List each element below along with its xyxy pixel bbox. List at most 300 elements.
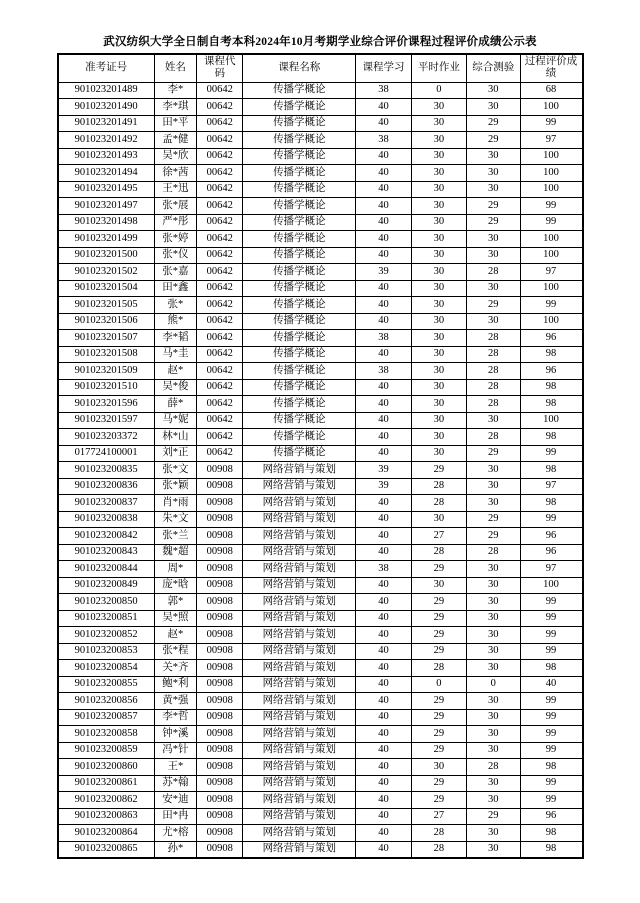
cell-homework-score: 30	[411, 297, 466, 314]
cell-course-study-score: 40	[356, 99, 411, 116]
cell-process-evaluation-score: 98	[520, 429, 583, 446]
cell-course-study-score: 39	[356, 462, 411, 479]
cell-course-study-score: 40	[356, 313, 411, 330]
table-row	[58, 198, 583, 215]
cell-course-study-score: 40	[356, 528, 411, 545]
table-row	[58, 511, 583, 528]
cell-comprehensive-test-score: 30	[467, 825, 520, 842]
table-row	[58, 462, 583, 479]
cell-course-name: 网络营销与策划	[243, 594, 356, 611]
cell-admission-ticket-number: 901023200854	[58, 660, 155, 677]
cell-course-name: 网络营销与策划	[243, 676, 356, 693]
cell-student-name: 张*文	[154, 462, 196, 479]
cell-process-evaluation-score: 99	[520, 115, 583, 132]
cell-student-name: 刘*正	[154, 445, 196, 462]
cell-process-evaluation-score: 97	[520, 132, 583, 149]
cell-course-name: 网络营销与策划	[243, 495, 356, 512]
cell-comprehensive-test-score: 30	[467, 412, 520, 429]
cell-student-name: 鲍*利	[154, 676, 196, 693]
cell-homework-score: 30	[411, 346, 466, 363]
cell-course-study-score: 40	[356, 247, 411, 264]
cell-course-name: 传播学概论	[243, 115, 356, 132]
cell-process-evaluation-score: 99	[520, 792, 583, 809]
cell-admission-ticket-number: 901023200863	[58, 808, 155, 825]
cell-course-study-score: 40	[356, 445, 411, 462]
table-header	[58, 54, 583, 82]
cell-process-evaluation-score: 98	[520, 396, 583, 413]
cell-comprehensive-test-score: 29	[467, 132, 520, 149]
cell-course-name: 网络营销与策划	[243, 759, 356, 776]
cell-process-evaluation-score: 99	[520, 627, 583, 644]
cell-comprehensive-test-score: 30	[467, 99, 520, 116]
cell-course-study-score: 40	[356, 759, 411, 776]
cell-admission-ticket-number: 901023201502	[58, 264, 155, 281]
cell-comprehensive-test-score: 28	[467, 396, 520, 413]
cell-course-study-score: 40	[356, 429, 411, 446]
cell-homework-score: 29	[411, 643, 466, 660]
cell-course-code: 00642	[197, 198, 243, 215]
cell-course-name: 网络营销与策划	[243, 561, 356, 578]
cell-course-code: 00642	[197, 363, 243, 380]
cell-process-evaluation-score: 98	[520, 841, 583, 858]
cell-admission-ticket-number: 901023200858	[58, 726, 155, 743]
table-header-row	[58, 54, 583, 82]
cell-admission-ticket-number: 901023201509	[58, 363, 155, 380]
cell-course-study-score: 40	[356, 792, 411, 809]
cell-student-name: 朱*文	[154, 511, 196, 528]
cell-homework-score: 0	[411, 82, 466, 99]
cell-process-evaluation-score: 100	[520, 280, 583, 297]
cell-homework-score: 29	[411, 742, 466, 759]
table-row	[58, 396, 583, 413]
cell-process-evaluation-score: 97	[520, 561, 583, 578]
table-row	[58, 165, 583, 182]
cell-process-evaluation-score: 96	[520, 363, 583, 380]
cell-course-name: 网络营销与策划	[243, 709, 356, 726]
cell-admission-ticket-number: 901023200861	[58, 775, 155, 792]
table-row	[58, 577, 583, 594]
cell-admission-ticket-number: 901023201508	[58, 346, 155, 363]
cell-course-name: 网络营销与策划	[243, 742, 356, 759]
table-row	[58, 594, 583, 611]
cell-course-name: 传播学概论	[243, 198, 356, 215]
cell-admission-ticket-number: 901023200864	[58, 825, 155, 842]
table-row	[58, 280, 583, 297]
column-header-course-study-score: 课程学习	[356, 54, 411, 82]
cell-student-name: 王*迅	[154, 181, 196, 198]
cell-admission-ticket-number: 901023201505	[58, 297, 155, 314]
cell-course-code: 00642	[197, 379, 243, 396]
cell-admission-ticket-number: 901023201506	[58, 313, 155, 330]
table-row	[58, 726, 583, 743]
cell-course-study-score: 40	[356, 544, 411, 561]
cell-course-study-score: 39	[356, 264, 411, 281]
table-row	[58, 445, 583, 462]
cell-course-code: 00908	[197, 610, 243, 627]
cell-student-name: 李*琪	[154, 99, 196, 116]
cell-course-name: 网络营销与策划	[243, 808, 356, 825]
cell-comprehensive-test-score: 28	[467, 379, 520, 396]
cell-course-study-score: 40	[356, 693, 411, 710]
cell-student-name: 张*嘉	[154, 264, 196, 281]
table-row	[58, 148, 583, 165]
column-header-homework-score: 平时作业	[411, 54, 466, 82]
cell-homework-score: 30	[411, 313, 466, 330]
cell-admission-ticket-number: 901023201497	[58, 198, 155, 215]
table-row	[58, 247, 583, 264]
cell-comprehensive-test-score: 30	[467, 792, 520, 809]
cell-process-evaluation-score: 98	[520, 660, 583, 677]
cell-student-name: 魏*超	[154, 544, 196, 561]
cell-homework-score: 28	[411, 825, 466, 842]
cell-course-study-score: 39	[356, 478, 411, 495]
cell-admission-ticket-number: 901023200860	[58, 759, 155, 776]
cell-admission-ticket-number: 901023200852	[58, 627, 155, 644]
cell-course-study-score: 40	[356, 115, 411, 132]
table-row	[58, 759, 583, 776]
cell-process-evaluation-score: 99	[520, 198, 583, 215]
cell-student-name: 田*冉	[154, 808, 196, 825]
cell-course-name: 网络营销与策划	[243, 610, 356, 627]
cell-course-study-score: 40	[356, 280, 411, 297]
cell-course-code: 00908	[197, 775, 243, 792]
cell-course-code: 00908	[197, 478, 243, 495]
cell-process-evaluation-score: 99	[520, 709, 583, 726]
cell-homework-score: 30	[411, 247, 466, 264]
cell-course-study-score: 38	[356, 561, 411, 578]
cell-course-study-score: 40	[356, 577, 411, 594]
cell-homework-score: 29	[411, 775, 466, 792]
cell-course-study-score: 40	[356, 825, 411, 842]
cell-comprehensive-test-score: 30	[467, 561, 520, 578]
cell-student-name: 张*婷	[154, 231, 196, 248]
table-row	[58, 264, 583, 281]
cell-student-name: 关*齐	[154, 660, 196, 677]
cell-homework-score: 0	[411, 676, 466, 693]
table-row	[58, 825, 583, 842]
cell-homework-score: 27	[411, 808, 466, 825]
cell-homework-score: 30	[411, 165, 466, 182]
cell-course-study-score: 40	[356, 610, 411, 627]
cell-course-name: 网络营销与策划	[243, 726, 356, 743]
table-row	[58, 742, 583, 759]
cell-course-code: 00642	[197, 214, 243, 231]
cell-course-code: 00642	[197, 280, 243, 297]
cell-course-code: 00642	[197, 165, 243, 182]
table-row	[58, 775, 583, 792]
cell-admission-ticket-number: 901023201491	[58, 115, 155, 132]
cell-process-evaluation-score: 99	[520, 726, 583, 743]
cell-process-evaluation-score: 99	[520, 693, 583, 710]
cell-course-name: 传播学概论	[243, 363, 356, 380]
cell-homework-score: 29	[411, 792, 466, 809]
cell-student-name: 熊*	[154, 313, 196, 330]
cell-comprehensive-test-score: 30	[467, 610, 520, 627]
cell-comprehensive-test-score: 29	[467, 297, 520, 314]
cell-admission-ticket-number: 901023203372	[58, 429, 155, 446]
cell-comprehensive-test-score: 30	[467, 247, 520, 264]
cell-course-name: 传播学概论	[243, 214, 356, 231]
cell-course-name: 传播学概论	[243, 264, 356, 281]
cell-process-evaluation-score: 100	[520, 247, 583, 264]
table-row	[58, 363, 583, 380]
cell-course-name: 网络营销与策划	[243, 643, 356, 660]
cell-student-name: 赵*	[154, 363, 196, 380]
cell-student-name: 李*	[154, 82, 196, 99]
cell-comprehensive-test-score: 29	[467, 198, 520, 215]
cell-comprehensive-test-score: 30	[467, 775, 520, 792]
cell-course-name: 传播学概论	[243, 379, 356, 396]
cell-comprehensive-test-score: 30	[467, 82, 520, 99]
cell-homework-score: 30	[411, 280, 466, 297]
table-row	[58, 676, 583, 693]
cell-course-code: 00908	[197, 643, 243, 660]
cell-process-evaluation-score: 100	[520, 165, 583, 182]
cell-admission-ticket-number: 901023200836	[58, 478, 155, 495]
cell-comprehensive-test-score: 0	[467, 676, 520, 693]
cell-process-evaluation-score: 98	[520, 825, 583, 842]
table-row	[58, 709, 583, 726]
cell-course-code: 00908	[197, 462, 243, 479]
table-row	[58, 495, 583, 512]
cell-course-name: 网络营销与策划	[243, 627, 356, 644]
cell-process-evaluation-score: 98	[520, 346, 583, 363]
cell-student-name: 吴*俊	[154, 379, 196, 396]
cell-course-study-score: 40	[356, 660, 411, 677]
cell-course-study-score: 38	[356, 363, 411, 380]
cell-admission-ticket-number: 901023201493	[58, 148, 155, 165]
cell-process-evaluation-score: 99	[520, 643, 583, 660]
cell-course-name: 传播学概论	[243, 297, 356, 314]
cell-comprehensive-test-score: 30	[467, 709, 520, 726]
cell-process-evaluation-score: 98	[520, 759, 583, 776]
cell-homework-score: 30	[411, 198, 466, 215]
column-header-process-evaluation-score: 过程评价成绩	[520, 54, 583, 82]
cell-student-name: 肖*雨	[154, 495, 196, 512]
cell-comprehensive-test-score: 30	[467, 577, 520, 594]
cell-homework-score: 30	[411, 231, 466, 248]
cell-admission-ticket-number: 901023201489	[58, 82, 155, 99]
cell-admission-ticket-number: 017724100001	[58, 445, 155, 462]
cell-admission-ticket-number: 901023201597	[58, 412, 155, 429]
cell-homework-score: 30	[411, 330, 466, 347]
cell-student-name: 冯*针	[154, 742, 196, 759]
cell-comprehensive-test-score: 29	[467, 528, 520, 545]
cell-student-name: 徐*茜	[154, 165, 196, 182]
cell-student-name: 张*颖	[154, 478, 196, 495]
table-row	[58, 643, 583, 660]
cell-course-name: 传播学概论	[243, 99, 356, 116]
cell-course-code: 00908	[197, 561, 243, 578]
table-row	[58, 379, 583, 396]
cell-course-name: 网络营销与策划	[243, 462, 356, 479]
cell-course-code: 00642	[197, 148, 243, 165]
cell-homework-score: 28	[411, 544, 466, 561]
cell-comprehensive-test-score: 30	[467, 594, 520, 611]
cell-admission-ticket-number: 901023200838	[58, 511, 155, 528]
cell-student-name: 严*彤	[154, 214, 196, 231]
table-row	[58, 231, 583, 248]
cell-course-study-score: 40	[356, 676, 411, 693]
cell-process-evaluation-score: 100	[520, 577, 583, 594]
cell-comprehensive-test-score: 30	[467, 181, 520, 198]
cell-student-name: 张*展	[154, 198, 196, 215]
cell-comprehensive-test-score: 28	[467, 264, 520, 281]
cell-course-name: 网络营销与策划	[243, 544, 356, 561]
cell-admission-ticket-number: 901023200849	[58, 577, 155, 594]
cell-course-study-score: 40	[356, 594, 411, 611]
cell-admission-ticket-number: 901023200835	[58, 462, 155, 479]
column-header-course-code: 课程代码	[197, 54, 243, 82]
cell-course-code: 00908	[197, 577, 243, 594]
column-header-course-name: 课程名称	[243, 54, 356, 82]
cell-course-code: 00642	[197, 412, 243, 429]
cell-course-code: 00642	[197, 330, 243, 347]
cell-comprehensive-test-score: 30	[467, 280, 520, 297]
cell-admission-ticket-number: 901023201498	[58, 214, 155, 231]
cell-course-code: 00642	[197, 346, 243, 363]
cell-course-study-score: 40	[356, 841, 411, 858]
cell-process-evaluation-score: 40	[520, 676, 583, 693]
cell-course-study-score: 40	[356, 379, 411, 396]
cell-process-evaluation-score: 100	[520, 313, 583, 330]
cell-student-name: 庞*晗	[154, 577, 196, 594]
cell-student-name: 周*	[154, 561, 196, 578]
cell-process-evaluation-score: 98	[520, 495, 583, 512]
cell-course-name: 网络营销与策划	[243, 792, 356, 809]
cell-course-study-score: 40	[356, 346, 411, 363]
cell-homework-score: 28	[411, 660, 466, 677]
cell-course-code: 00908	[197, 808, 243, 825]
cell-comprehensive-test-score: 29	[467, 445, 520, 462]
cell-admission-ticket-number: 901023200844	[58, 561, 155, 578]
cell-course-name: 传播学概论	[243, 165, 356, 182]
cell-course-name: 传播学概论	[243, 445, 356, 462]
cell-course-code: 00908	[197, 709, 243, 726]
cell-admission-ticket-number: 901023201495	[58, 181, 155, 198]
cell-process-evaluation-score: 100	[520, 148, 583, 165]
cell-course-name: 传播学概论	[243, 82, 356, 99]
column-header-student-name: 姓名	[154, 54, 196, 82]
cell-course-code: 00908	[197, 495, 243, 512]
cell-course-code: 00908	[197, 594, 243, 611]
cell-course-study-score: 40	[356, 808, 411, 825]
cell-admission-ticket-number: 901023200842	[58, 528, 155, 545]
cell-process-evaluation-score: 100	[520, 412, 583, 429]
cell-student-name: 李*韬	[154, 330, 196, 347]
cell-course-code: 00908	[197, 511, 243, 528]
table-row	[58, 132, 583, 149]
cell-process-evaluation-score: 99	[520, 297, 583, 314]
page-title: 武汉纺织大学全日制自考本科2024年10月考期学业综合评价课程过程评价成绩公示表	[103, 36, 537, 48]
cell-homework-score: 30	[411, 99, 466, 116]
cell-admission-ticket-number: 901023201510	[58, 379, 155, 396]
table-row	[58, 478, 583, 495]
table-row	[58, 693, 583, 710]
table-row	[58, 544, 583, 561]
table-row	[58, 330, 583, 347]
cell-student-name: 张*仪	[154, 247, 196, 264]
cell-homework-score: 30	[411, 445, 466, 462]
cell-course-study-score: 38	[356, 330, 411, 347]
cell-admission-ticket-number: 901023200853	[58, 643, 155, 660]
table-row	[58, 297, 583, 314]
cell-course-name: 传播学概论	[243, 346, 356, 363]
cell-comprehensive-test-score: 28	[467, 429, 520, 446]
cell-course-study-score: 40	[356, 148, 411, 165]
cell-process-evaluation-score: 99	[520, 742, 583, 759]
cell-course-code: 00908	[197, 627, 243, 644]
cell-homework-score: 30	[411, 577, 466, 594]
cell-admission-ticket-number: 901023200837	[58, 495, 155, 512]
cell-student-name: 郭*	[154, 594, 196, 611]
cell-student-name: 王*	[154, 759, 196, 776]
table-row	[58, 660, 583, 677]
cell-homework-score: 29	[411, 610, 466, 627]
cell-course-name: 传播学概论	[243, 313, 356, 330]
cell-homework-score: 29	[411, 693, 466, 710]
cell-homework-score: 28	[411, 495, 466, 512]
cell-course-code: 00908	[197, 792, 243, 809]
cell-homework-score: 29	[411, 627, 466, 644]
cell-student-name: 安*迪	[154, 792, 196, 809]
cell-comprehensive-test-score: 28	[467, 346, 520, 363]
cell-admission-ticket-number: 901023200856	[58, 693, 155, 710]
cell-comprehensive-test-score: 30	[467, 627, 520, 644]
cell-process-evaluation-score: 100	[520, 99, 583, 116]
cell-admission-ticket-number: 901023200855	[58, 676, 155, 693]
table-row	[58, 792, 583, 809]
cell-student-name: 苏*翰	[154, 775, 196, 792]
cell-course-study-score: 40	[356, 643, 411, 660]
cell-course-code: 00908	[197, 726, 243, 743]
cell-course-study-score: 40	[356, 511, 411, 528]
cell-admission-ticket-number: 901023200843	[58, 544, 155, 561]
cell-student-name: 田*鑫	[154, 280, 196, 297]
cell-admission-ticket-number: 901023201490	[58, 99, 155, 116]
cell-homework-score: 29	[411, 726, 466, 743]
column-header-comprehensive-test-score: 综合测验	[467, 54, 520, 82]
cell-course-study-score: 40	[356, 742, 411, 759]
table-row	[58, 99, 583, 116]
cell-course-study-score: 40	[356, 297, 411, 314]
cell-student-name: 孟*健	[154, 132, 196, 149]
cell-student-name: 田*平	[154, 115, 196, 132]
table-row	[58, 412, 583, 429]
cell-homework-score: 28	[411, 478, 466, 495]
cell-student-name: 张*程	[154, 643, 196, 660]
cell-course-code: 00908	[197, 693, 243, 710]
cell-course-study-score: 40	[356, 775, 411, 792]
cell-course-name: 网络营销与策划	[243, 693, 356, 710]
cell-course-name: 网络营销与策划	[243, 577, 356, 594]
cell-comprehensive-test-score: 30	[467, 693, 520, 710]
cell-comprehensive-test-score: 29	[467, 214, 520, 231]
cell-course-name: 传播学概论	[243, 181, 356, 198]
cell-admission-ticket-number: 901023200865	[58, 841, 155, 858]
cell-process-evaluation-score: 68	[520, 82, 583, 99]
column-header-admission-ticket-number: 准考证号	[58, 54, 155, 82]
cell-course-name: 传播学概论	[243, 132, 356, 149]
cell-course-code: 00908	[197, 825, 243, 842]
table-row	[58, 561, 583, 578]
table-row	[58, 346, 583, 363]
cell-course-study-score: 40	[356, 231, 411, 248]
cell-admission-ticket-number: 901023201492	[58, 132, 155, 149]
cell-admission-ticket-number: 901023201596	[58, 396, 155, 413]
cell-course-code: 00642	[197, 115, 243, 132]
cell-student-name: 马*妮	[154, 412, 196, 429]
